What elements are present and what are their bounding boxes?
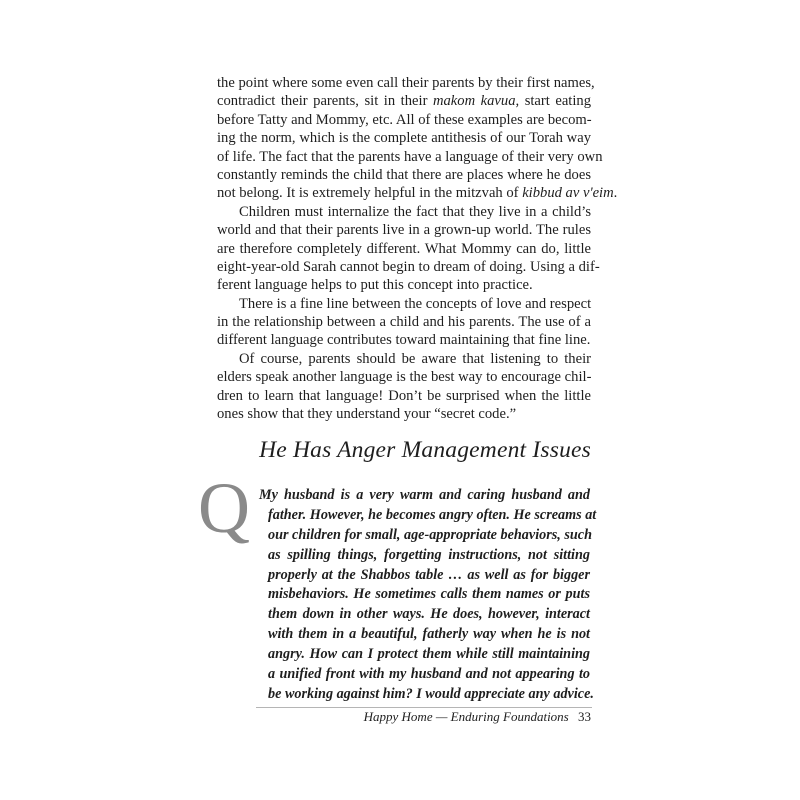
text-line <box>217 368 591 386</box>
text-run: ones show that they understand your “secret code.” <box>217 406 517 423</box>
text-run: . <box>613 185 618 202</box>
question-line: a unified front with my husband and not appearing to <box>268 666 590 683</box>
text-run: Children must internalize the fact that they live in a child’s <box>239 203 591 220</box>
text-line <box>217 295 591 313</box>
question-line: be working against him? I would appreciate any advice. <box>268 685 594 702</box>
text-line <box>217 387 591 405</box>
text-run: different language contributes toward maintaining that fine line. <box>217 332 591 349</box>
page-number: 33 <box>578 709 591 724</box>
text-run: before Tatty and Mommy, etc. All of these examples are becom- <box>217 111 592 128</box>
text-line <box>217 166 591 184</box>
question-line: with them in a beautiful, fatherly way when he is not <box>268 626 590 643</box>
text-line <box>217 276 591 294</box>
text-line <box>217 203 591 221</box>
section-heading: He Has Anger Management Issues <box>259 437 591 463</box>
question-line: as spilling things, forgetting instructions, not sitting <box>268 546 590 563</box>
text-run: are therefore completely different. What Mommy can do, little <box>217 240 591 257</box>
question-line: them down in other ways. He does, however, interact <box>268 606 590 623</box>
question-line: angry. How can I protect them while still maintaining <box>268 646 590 663</box>
text-line <box>217 221 591 239</box>
body-text <box>217 74 618 423</box>
footer-rule <box>256 707 592 708</box>
text-run: There is a fine line between the concepts of love and respect <box>239 295 592 312</box>
question-line: misbehaviors. He sometimes calls them names or puts <box>268 586 590 603</box>
question-text <box>259 486 597 705</box>
text-line <box>217 92 591 110</box>
question-line: My husband is a very warm and caring husband and <box>259 487 590 503</box>
question-line: father. However, he becomes angry often. He screams at <box>268 506 597 523</box>
italic-term: kibbud av v'eim <box>522 185 614 202</box>
text-run: elders speak another language is the best way to encourage chil- <box>217 369 592 386</box>
text-run: world and that their parents live in a grown-up world. The rules <box>217 222 591 239</box>
running-footer <box>364 709 591 725</box>
text-run: constantly reminds the child that there are places where he does <box>217 166 591 183</box>
text-run: in the relationship between a child and his parents. The use of a <box>217 314 591 331</box>
text-run: the point where some even call their parents by their first names, <box>217 75 595 91</box>
text-run: Of course, parents should be aware that listening to their <box>239 350 591 367</box>
text-line <box>217 240 591 258</box>
text-line <box>217 74 595 92</box>
text-line <box>217 129 591 147</box>
drop-cap-q: Q <box>198 468 250 548</box>
italic-term: makom kavua, <box>432 93 520 110</box>
text-line <box>217 148 603 166</box>
text-line <box>217 258 600 276</box>
text-line <box>217 350 591 368</box>
text-run: not belong. It is extremely helpful in the mitzvah of <box>217 185 523 202</box>
text-run: ferent language helps to put this concept into practice. <box>217 277 533 294</box>
text-line <box>217 111 591 129</box>
text-line <box>217 331 591 349</box>
text-run: dren to learn that language! Don’t be surprised when the little <box>217 387 591 404</box>
book-title: Happy Home — Enduring Foundations <box>363 709 569 724</box>
text-run: ing the norm, which is the complete antithesis of our Torah way <box>217 130 591 147</box>
text-line <box>217 405 591 423</box>
text-run: of life. The fact that the parents have a language of their very own <box>217 148 603 165</box>
question-line: properly at the Shabbos table … as well as for bigger <box>268 566 590 583</box>
text-run: contradict their parents, sit in their <box>217 93 433 110</box>
text-line <box>217 184 618 202</box>
text-run: start eating <box>519 93 592 110</box>
text-run: eight-year-old Sarah cannot begin to dream of doing. Using a dif- <box>217 258 600 275</box>
question-line: our children for small, age-appropriate behaviors, such <box>268 526 592 543</box>
text-line <box>217 313 591 331</box>
